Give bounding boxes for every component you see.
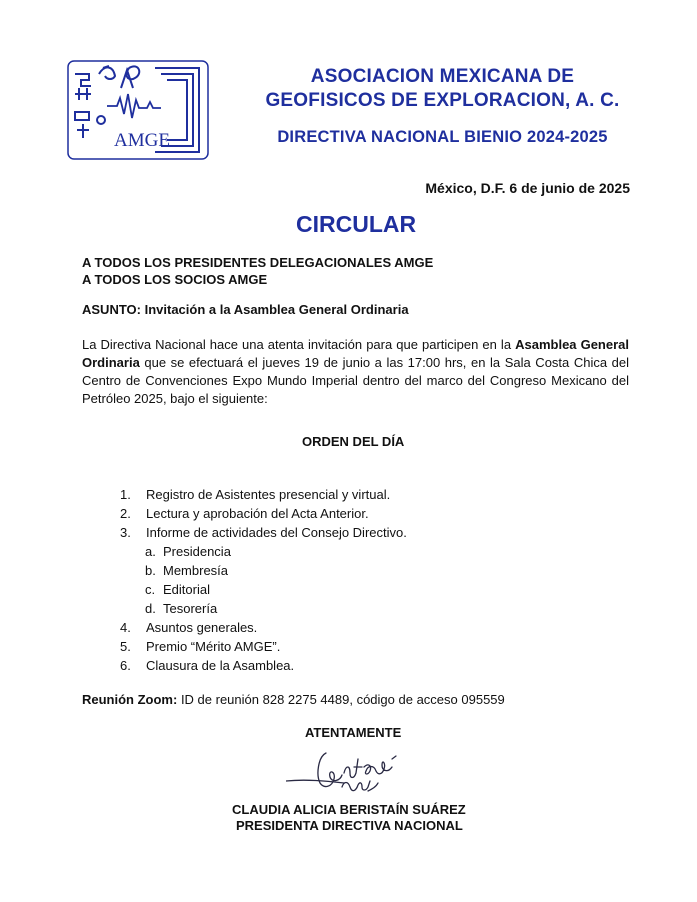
zoom-label: Reunión Zoom:: [82, 692, 178, 707]
closing-line: ATENTAMENTE: [305, 725, 402, 740]
signature-image: [286, 745, 426, 805]
agenda-subitem: b. Membresía: [145, 563, 229, 578]
board-line: DIRECTIVA NACIONAL BIENIO 2024-2025: [277, 128, 608, 146]
org-name-line2: GEOFISICOS DE EXPLORACION, A. C.: [265, 90, 620, 111]
org-name-line1: ASOCIACION MEXICANA DE: [310, 66, 575, 87]
document-title: CIRCULAR: [296, 211, 417, 237]
logo-text: AMGE: [114, 130, 170, 151]
recipient-line: A TODOS LOS PRESIDENTES DELEGACIONALES AMGE: [82, 255, 434, 270]
agenda-subitem: d. Tesorería: [145, 601, 218, 616]
agenda-item: 6. Clausura de la Asamblea.: [120, 658, 295, 673]
body-text: que se efectuará el jueves 19 de junio a las 17:00 hrs, en la Sala Costa Chica del Centro de Convenciones Expo Mundo Imperial dentro del marco del Congreso Mexicano del Petróleo 2025, bajo el siguiente:: [82, 355, 629, 406]
agenda-item: 3. Informe de actividades del Consejo Directivo.: [120, 525, 407, 540]
recipient-line: A TODOS LOS SOCIOS AMGE: [82, 272, 268, 287]
body-bold-text: Asamblea General Ordinaria: [82, 337, 629, 370]
subject-line: ASUNTO: Invitación a la Asamblea General Ordinaria: [82, 302, 409, 317]
letter-date: México, D.F. 6 de junio de 2025: [425, 180, 630, 196]
zoom-text: ID de reunión 828 2275 4489, código de acceso 095559: [177, 692, 505, 707]
body-paragraph: [82, 336, 629, 408]
amge-logo: [67, 60, 209, 160]
signer-role: PRESIDENTA DIRECTIVA NACIONAL: [236, 818, 463, 833]
agenda-item: 5. Premio “Mérito AMGE”.: [120, 639, 281, 654]
body-text: La Directiva Nacional hace una atenta invitación para que participen en la: [82, 337, 516, 352]
agenda-subitem: c. Editorial: [145, 582, 210, 597]
signer-name: CLAUDIA ALICIA BERISTAÍN SUÁREZ: [232, 802, 466, 817]
agenda-subitem: a. Presidencia: [145, 544, 231, 559]
zoom-info: [82, 692, 505, 707]
agenda-item: 1. Registro de Asistentes presencial y virtual.: [120, 487, 391, 502]
agenda-item: 4. Asuntos generales.: [120, 620, 258, 635]
agenda-title: ORDEN DEL DÍA: [302, 434, 405, 449]
agenda-item: 2. Lectura y aprobación del Acta Anterior.: [120, 506, 369, 521]
